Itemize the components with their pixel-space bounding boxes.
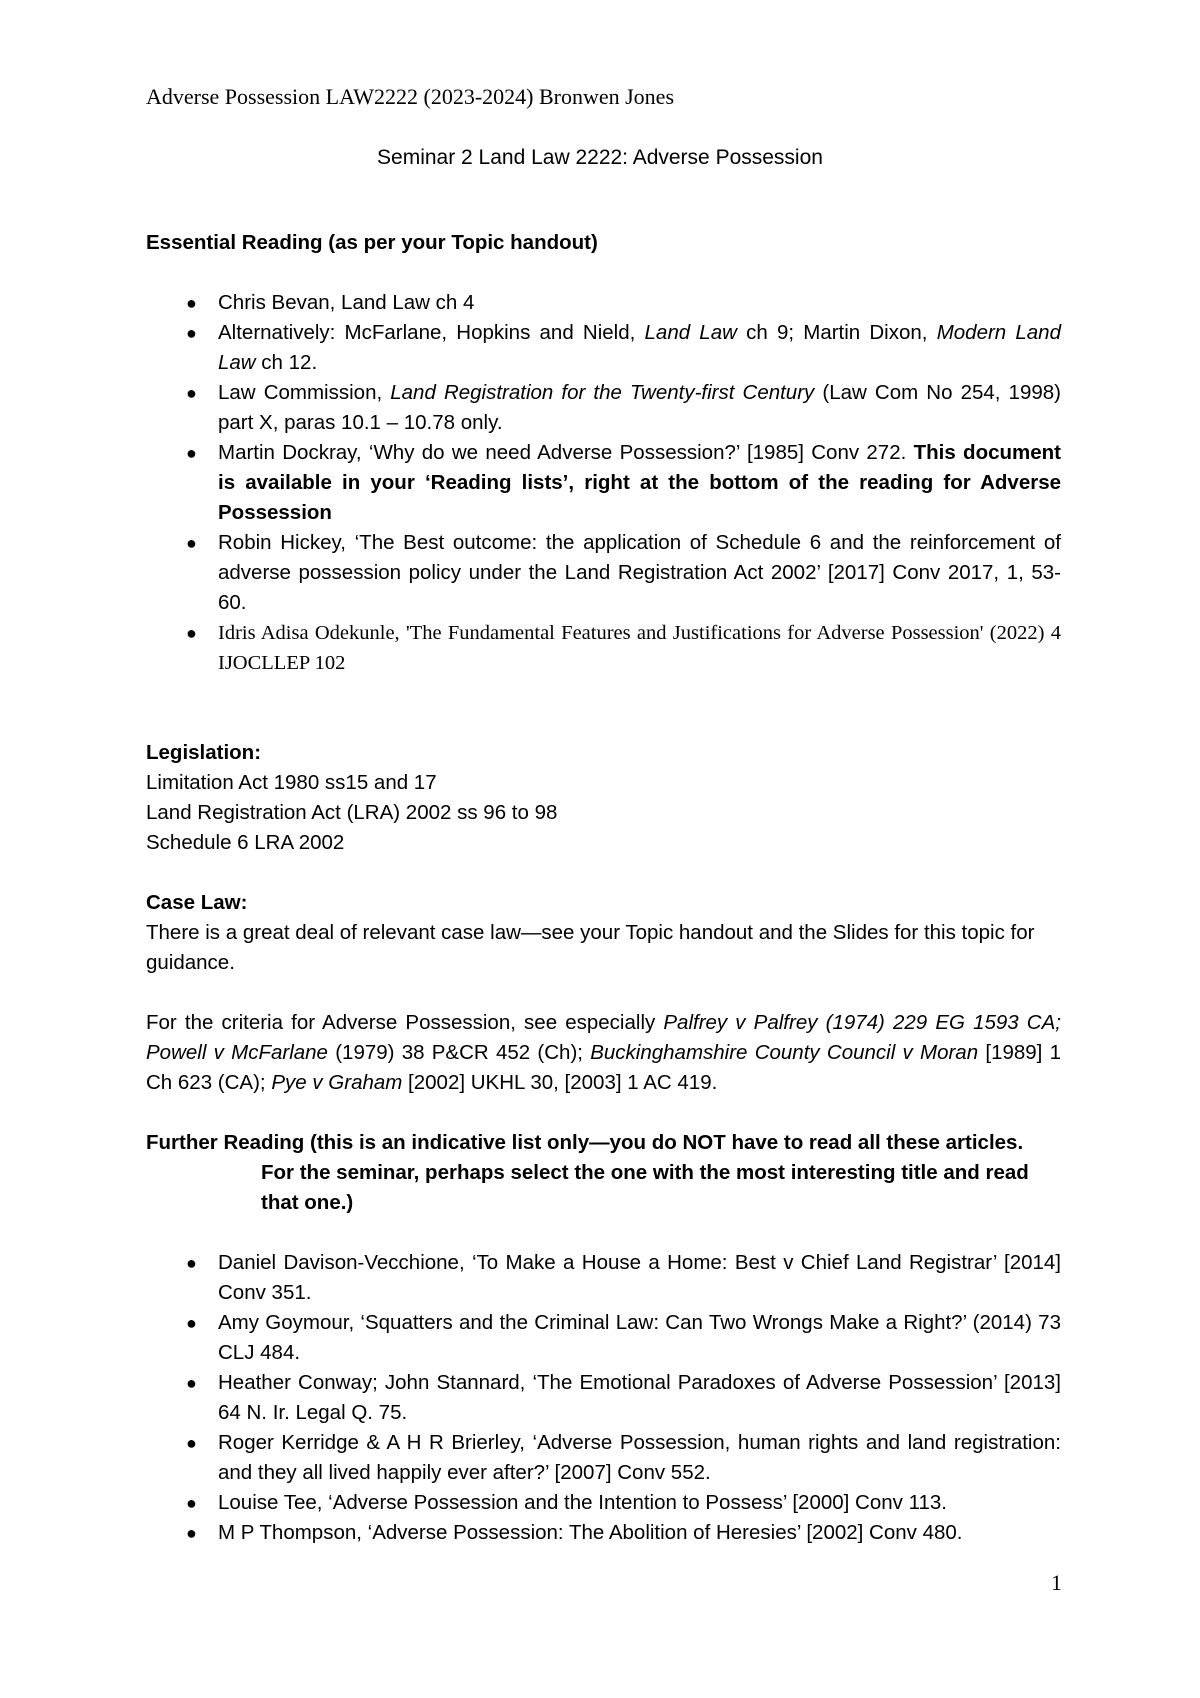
list-item: ● Alternatively: McFarlane, Hopkins and Nield, Land Law ch 9; Martin Dixon, Modern Land Law ch 12. [146,318,1061,378]
bullet-icon: ● [186,1373,197,1393]
bullet-icon: ● [186,323,197,343]
list-item: ● Amy Goymour, ‘Squatters and the Criminal Law: Can Two Wrongs Make a Right?’ (2014) 73 CLJ 484. [146,1308,1061,1368]
essential-reading-list [146,288,1061,678]
legislation-line: Land Registration Act (LRA) 2002 ss 96 to 98 [146,801,558,824]
bullet-icon: ● [186,533,197,553]
legislation-line: Limitation Act 1980 ss15 and 17 [146,771,437,794]
list-item: ● Idris Adisa Odekunle, 'The Fundamental Features and Justifications for Adverse Possession' (2022) 4 IJOCLLEP 102 [146,618,1061,678]
further-reading-list [146,1248,1061,1548]
list-item: ● Heather Conway; John Stannard, ‘The Emotional Paradoxes of Adverse Possession’ [2013] 64 N. Ir. Legal Q. 75. [146,1368,1061,1428]
bullet-icon: ● [186,443,197,463]
case-law-criteria: For the criteria for Adverse Possession, see especially Palfrey v Palfrey (1974) 229 EG 1593 CA; Powell v McFarlane (1979) 38 P&CR 452 (Ch); Buckinghamshire County Council v Moran [1989] 1 Ch 623 (CA); Pye v Graham [2002] UKHL 30, [2003] 1 AC 419. [146,1011,1062,1094]
list-item: ● Law Commission, Land Registration for the Twenty-first Century (Law Com No 254, 1998) part X, paras 10.1 – 10.78 only. [146,378,1061,438]
running-header: Adverse Possession LAW2222 (2023-2024) Bronwen Jones [146,84,675,109]
case-law-intro: There is a great deal of relevant case law—see your Topic handout and the Slides for this topic for guidance. [146,921,1035,974]
list-item: ● Robin Hickey, ‘The Best outcome: the application of Schedule 6 and the reinforcement of adverse possession policy under the Land Registration Act 2002’ [2017] Conv 2017, 1, 53-60. [146,528,1061,618]
further-reading-note: For the seminar, perhaps select the one with the most interesting title and read that one.) [261,1161,1029,1214]
page-number: 1 [1051,1570,1062,1595]
bullet-icon: ● [186,383,197,403]
list-item: ● Martin Dockray, ‘Why do we need Adverse Possession?’ [1985] Conv 272. This document is available in your ‘Reading lists’, right at the bottom of the reading for Adverse Possession [146,438,1061,528]
bullet-icon: ● [186,1493,197,1513]
list-item: ● Chris Bevan, Land Law ch 4 [146,288,1061,318]
bullet-icon: ● [186,1433,197,1453]
bullet-icon: ● [186,293,197,313]
list-item: ● Roger Kerridge & A H R Brierley, ‘Adverse Possession, human rights and land registration: and they all lived happily ever after?’ [2007] Conv 552. [146,1428,1061,1488]
page-title: Seminar 2 Land Law 2222: Adverse Possession [377,146,823,169]
legislation-heading: Legislation: [146,741,262,764]
essential-reading-heading: Essential Reading (as per your Topic handout) [146,231,598,254]
list-item: ● Daniel Davison-Vecchione, ‘To Make a House a Home: Best v Chief Land Registrar’ [2014] Conv 351. [146,1248,1061,1308]
further-reading-heading: Further Reading (this is an indicative list only—you do NOT have to read all these articles. [146,1131,1024,1154]
bullet-icon: ● [186,1523,197,1543]
bullet-icon: ● [186,1313,197,1333]
list-item: ● Louise Tee, ‘Adverse Possession and the Intention to Possess’ [2000] Conv 113. [146,1488,1061,1518]
bullet-icon: ● [186,1253,197,1273]
case-law-heading: Case Law: [146,891,248,914]
list-item: ● M P Thompson, ‘Adverse Possession: The Abolition of Heresies’ [2002] Conv 480. [146,1518,1061,1548]
legislation-line: Schedule 6 LRA 2002 [146,831,345,854]
document-body [146,228,1061,1548]
bullet-icon: ● [186,623,197,643]
